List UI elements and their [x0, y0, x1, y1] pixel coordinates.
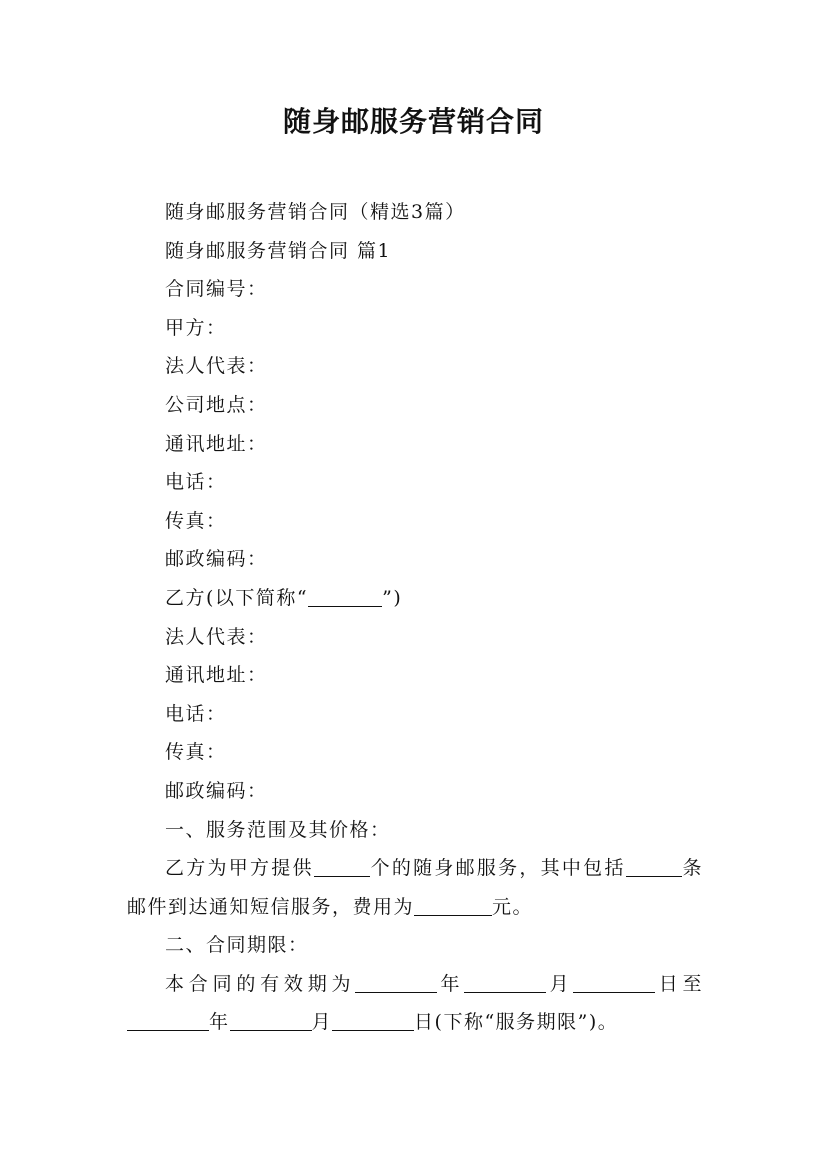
clause-2-text-part: 日至	[655, 972, 703, 995]
party-a-company-location-field: 公司地点：	[165, 393, 268, 416]
clause-2-text-part: 日(下称“服务期限”)。	[414, 1011, 619, 1034]
party-a-legal-rep-field: 法人代表：	[165, 355, 268, 378]
party-b-address-field: 通讯地址：	[165, 664, 268, 687]
blank-line	[573, 973, 655, 993]
blank-line	[308, 587, 382, 607]
party-a-field: 甲方：	[165, 316, 227, 339]
clause-2-text-part: 年	[437, 972, 465, 995]
blank-line	[332, 1011, 414, 1031]
party-b-legal-rep-field: 法人代表：	[165, 625, 268, 648]
subtitle-line: 随身邮服务营销合同（精选3篇）	[165, 201, 466, 223]
clause-2-text	[127, 965, 703, 1042]
party-a-phone-field: 电话：	[165, 471, 227, 494]
party-a-postcode-field: 邮政编码：	[165, 548, 268, 571]
clause-1-text-part: 元。	[492, 895, 534, 918]
party-b-label-start: 乙方(以下简称“	[165, 586, 309, 609]
party-a-fax-field: 传真：	[165, 509, 227, 532]
contract-number-field: 合同编号：	[165, 278, 268, 301]
clause-1-text	[127, 849, 703, 926]
party-b-label-end: ”)	[382, 586, 403, 609]
clause-1-text-part: 乙方为甲方提供	[165, 857, 314, 880]
blank-line	[127, 1011, 209, 1031]
clause-2-text-part: 年	[209, 1011, 230, 1034]
blank-line	[464, 973, 546, 993]
clause-2-text-part: 月	[546, 972, 574, 995]
party-b-postcode-field: 邮政编码：	[165, 779, 268, 802]
party-b-fax-field: 传真：	[165, 741, 227, 764]
section-heading: 随身邮服务营销合同 篇1	[165, 239, 392, 262]
clause-1-text-part: 个的随身邮服务，其中包括	[369, 857, 626, 880]
blank-line	[230, 1011, 312, 1031]
party-b-field	[127, 579, 703, 618]
document-title: 随身邮服务营销合同	[282, 105, 544, 138]
clause-2-heading: 二、合同期限：	[165, 934, 309, 957]
blank-line	[355, 973, 437, 993]
clause-1-text-part: 条邮件到达通知短信服务，费用为	[127, 857, 703, 918]
blank-line	[314, 857, 370, 877]
clause-1-heading: 一、服务范围及其价格：	[165, 818, 391, 841]
blank-line	[414, 896, 492, 916]
document-body	[127, 193, 703, 1042]
clause-2-text-part: 本合同的有效期为	[165, 972, 356, 995]
party-a-address-field: 通讯地址：	[165, 432, 268, 455]
blank-line	[626, 857, 682, 877]
clause-2-text-part: 月	[311, 1011, 333, 1034]
party-b-phone-field: 电话：	[165, 702, 227, 725]
